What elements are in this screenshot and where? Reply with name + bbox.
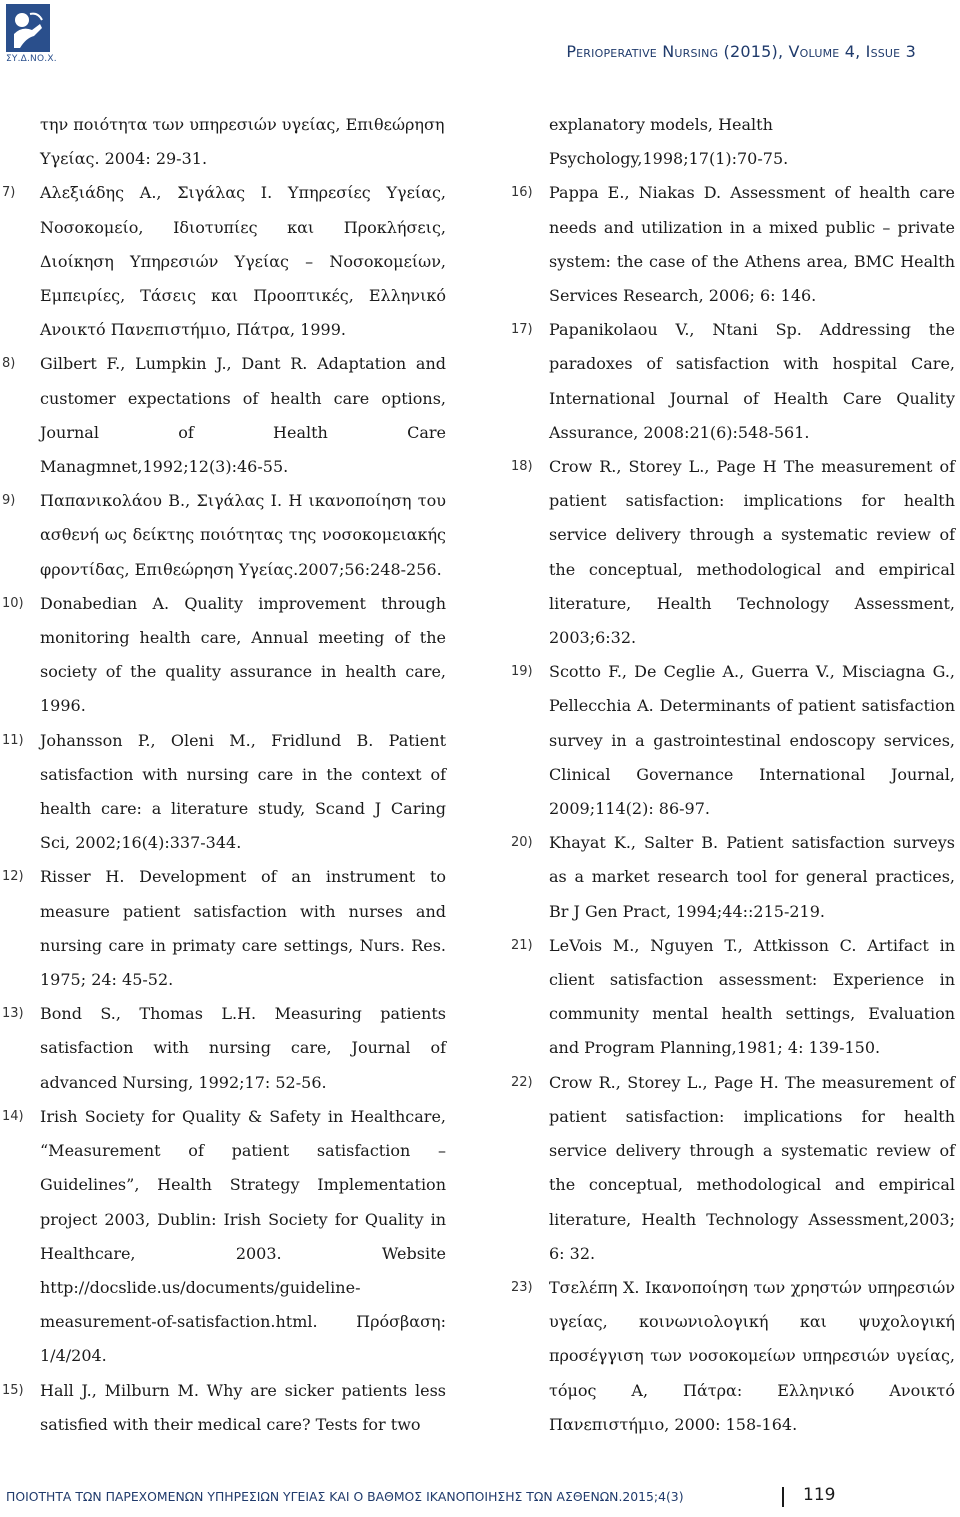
reference-text: Johansson P., Oleni M., Fridlund B. Patient satisfaction with nursing care in the context of health care: a literature study, Scand J Caring Sci, 2002;16(4):337-344. bbox=[40, 730, 446, 853]
reference-text: Donabedian A. Quality improvement through monitoring health care, Annual meeting of the society of the quality assurance in health care, 1996. bbox=[40, 593, 446, 716]
reference-number: 13) bbox=[2, 1006, 24, 1022]
reference-item bbox=[511, 1066, 955, 1271]
reference-text: Crow R., Storey L., Page H. The measurement of patient satisfaction: implications for health service delivery through a systematic review of the conceptual, methodological and empirical literature, Health Technology Assessment,2003; 6: 32. bbox=[549, 1072, 955, 1263]
reference-number: 12) bbox=[2, 869, 24, 885]
reference-item bbox=[511, 655, 955, 826]
reference-item bbox=[2, 587, 446, 724]
reference-item bbox=[2, 484, 446, 587]
reference-number: 19) bbox=[511, 664, 533, 680]
reference-item bbox=[2, 997, 446, 1100]
references-left-column bbox=[2, 108, 446, 1442]
reference-text: Crow R., Storey L., Page H The measurement of patient satisfaction: implications for health service delivery through a systematic review of the conceptual, methodological and empirical literature, Health Technology Assessment, 2003;6:32. bbox=[549, 457, 955, 648]
reference-item bbox=[511, 450, 955, 655]
reference-number: 7) bbox=[2, 185, 16, 201]
reference-text: Gilbert F., Lumpkin J., Dant R. Adaptation and customer expectations of health care options, Journal of Health Care Managmnet,1992;12(3):46-55. bbox=[40, 354, 446, 477]
reference-continuation: explanatory models, Health Psychology,1998;17(1):70-75. bbox=[549, 115, 789, 169]
journal-logo bbox=[6, 4, 57, 66]
reference-item bbox=[511, 313, 955, 450]
reference-text: Hall J., Milburn M. Why are sicker patients less satisfied with their medical care? Tests for two bbox=[40, 1380, 446, 1434]
reference-text: Pappa E., Niakas D. Assessment of health care needs and utilization in a mixed public – private system: the case of the Athens area, BMC Health Services Research, 2006; 6: 146. bbox=[549, 183, 955, 306]
reference-item bbox=[511, 929, 955, 1066]
reference-continuation: την ποιότητα των υπηρεσιών υγείας, Επιθεώρηση Υγείας. 2004: 29-31. bbox=[40, 115, 445, 169]
reference-item bbox=[2, 176, 446, 347]
reference-text: Papanikolaou V., Ntani Sp. Addressing the paradoxes of satisfaction with hospital Care, International Journal of Health Care Quality Assurance, 2008:21(6):548-561. bbox=[549, 320, 955, 442]
reference-text: Risser H. Development of an instrument to measure patient satisfaction with nurses and nursing care in primaty care settings, Nurs. Res. 1975; 24: 45-52. bbox=[40, 867, 446, 990]
reference-text: Irish Society for Quality & Safety in Healthcare, “Measurement of patient satisfaction – Guidelines”, Health Strategy Implementation project 2003, Dublin: Irish Society for Quality in Healthcare, 2003. Website http://docslide.us/documents/guideline-measurement-of-satisfaction.html. Πρόσβαση: 1/4/204. bbox=[40, 1106, 446, 1366]
references-right-column bbox=[511, 108, 955, 1442]
page-number: 119 bbox=[803, 1485, 836, 1505]
reference-number: 8) bbox=[2, 356, 16, 372]
page-footer bbox=[6, 1483, 954, 1511]
reference-number: 18) bbox=[511, 459, 533, 475]
footer-title: ΠΟΙΟΤΗΤΑ ΤΩΝ ΠΑΡΕΧΟΜΕΝΩΝ ΥΠΗΡΕΣΙΩΝ ΥΓΕΙΑΣ ΚΑΙ Ο ΒΑΘΜΟΣ ΙΚΑΝΟΠΟΙΗΣΗΣ ΤΩΝ ΑΣΘΕΝΩΝ.2015;4(3) bbox=[6, 1489, 684, 1504]
reference-number: 20) bbox=[511, 835, 533, 851]
reference-number: 14) bbox=[2, 1108, 24, 1124]
reference-text: Αλεξιάδης Α., Σιγάλας Ι. Υπηρεσίες Υγείας, Νοσοκομείο, Ιδιοτυπίες και Προκλήσεις, Διοίκηση Υπηρεσιών Υγείας – Νοσοκομείων, Εμπειρίες, Τάσεις και Προοπτικές, Ελληνικό Ανοικτό Πανεπιστήμιο, Πάτρα, 1999. bbox=[40, 183, 446, 340]
reference-number: 11) bbox=[2, 732, 24, 748]
running-head: Perioperative Nursing (2015), Volume 4, Issue 3 bbox=[566, 42, 916, 61]
reference-item bbox=[2, 1100, 446, 1374]
reference-number: 22) bbox=[511, 1074, 533, 1090]
reference-item bbox=[2, 724, 446, 861]
reference-item bbox=[2, 347, 446, 484]
reference-item bbox=[2, 1374, 446, 1442]
reference-item bbox=[511, 176, 955, 313]
reference-text: Παπανικολάου Β., Σιγάλας Ι. Η ικανοποίηση του ασθενή ως δείκτης ποιότητας της νοσοκομειακής φροντίδας, Επιθεώρηση Υγείας.2007;56:248-256. bbox=[40, 491, 446, 579]
reference-item bbox=[511, 1271, 955, 1442]
reference-number: 16) bbox=[511, 185, 533, 201]
reference-number: 15) bbox=[2, 1382, 24, 1398]
reference-number: 23) bbox=[511, 1279, 533, 1295]
reference-text: Bond S., Thomas L.H. Measuring patients satisfaction with nursing care, Journal of advanced Nursing, 1992;17: 52-56. bbox=[40, 1004, 446, 1092]
reference-text: LeVois M., Nguyen T., Attkisson C. Artifact in client satisfaction assessment: Experience in community mental health settings, Evaluation and Program Planning,1981; 4: 139-150. bbox=[549, 935, 955, 1058]
reference-number: 10) bbox=[2, 595, 24, 611]
logo-emblem bbox=[6, 4, 50, 52]
reference-number: 9) bbox=[2, 493, 16, 509]
logo-figure-icon bbox=[6, 4, 50, 52]
reference-item bbox=[2, 860, 446, 997]
reference-item bbox=[511, 826, 955, 929]
reference-text: Τσελέπη Χ. Ικανοποίηση των χρηστών υπηρεσιών υγείας, κοινωνιολογική και ψυχολογική προσέγγιση των νοσοκομείων υπηρεσιών υγείας, τόμος Α, Πάτρα: Ελληνικό Ανοικτό Πανεπιστήμιο, 2000: 158-164. bbox=[549, 1277, 955, 1434]
reference-text: Khayat K., Salter B. Patient satisfaction surveys as a market research tool for general practices, Br J Gen Pract, 1994;44::215-219. bbox=[549, 833, 955, 921]
reference-text: Scotto F., De Ceglie A., Guerra V., Misciagna G., Pellecchia A. Determinants of patient satisfaction survey in a gastrointestinal endoscopy services, Clinical Governance International Journal, 2009;114(2): 86-97. bbox=[549, 662, 955, 819]
footer-divider bbox=[782, 1487, 784, 1507]
reference-number: 17) bbox=[511, 322, 533, 338]
logo-text: ΣΥ.Δ.ΝΟ.Χ. bbox=[6, 54, 57, 64]
reference-number: 21) bbox=[511, 937, 533, 953]
